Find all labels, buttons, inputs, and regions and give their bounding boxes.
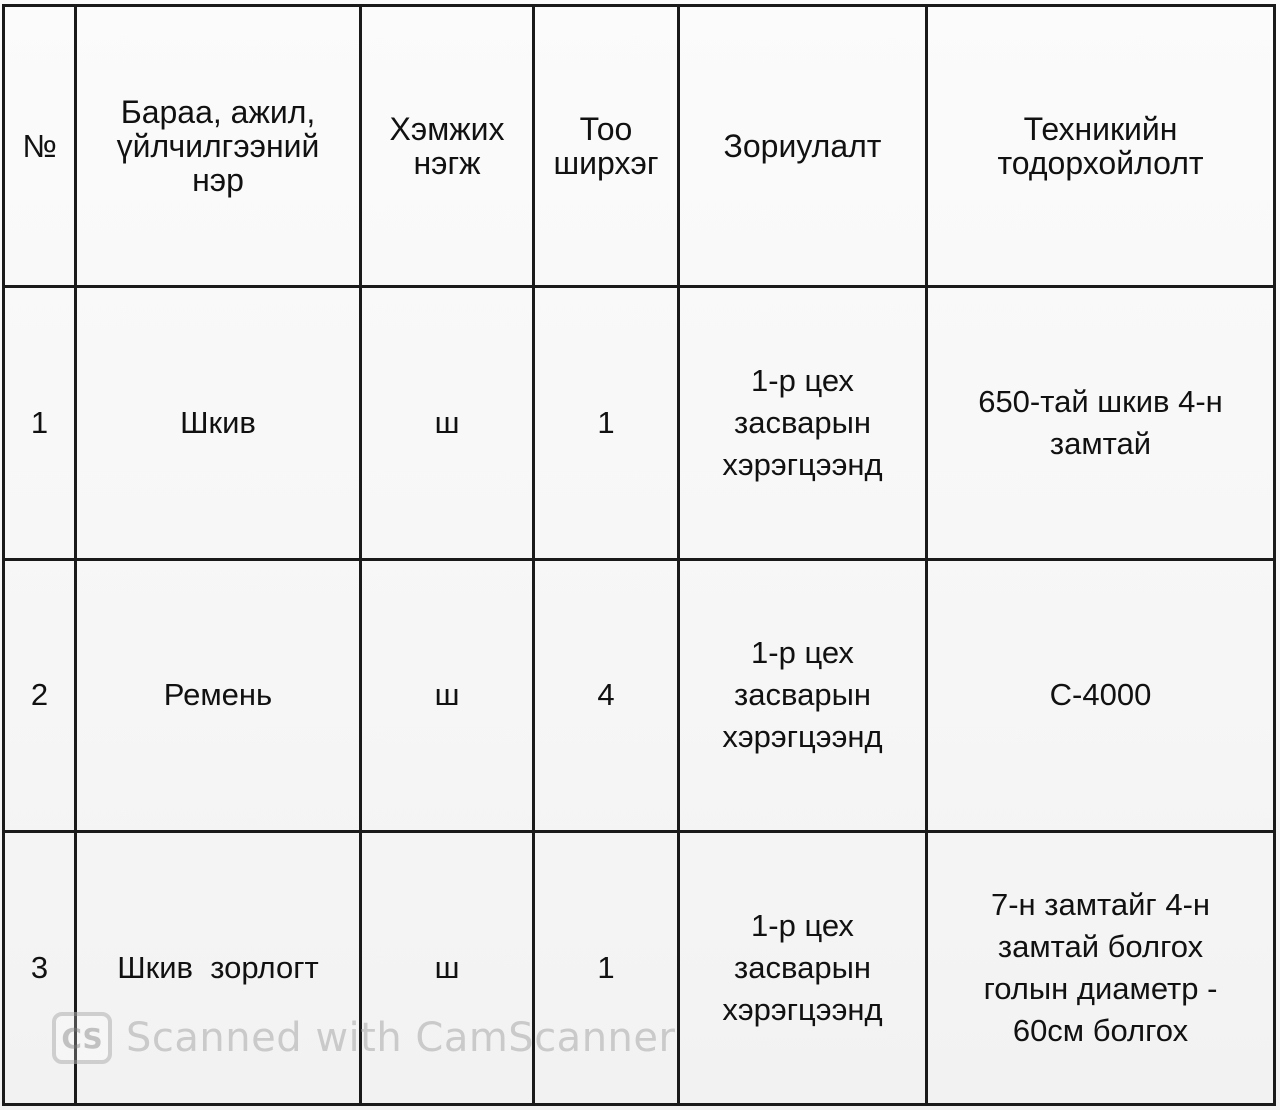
table-row: [4, 286, 1275, 559]
cell-quantity: 1: [534, 832, 679, 1105]
header-number: №: [4, 6, 76, 287]
cell-number: 3: [4, 832, 76, 1105]
cell-quantity: 1: [534, 286, 679, 559]
cell-unit: ш: [361, 286, 534, 559]
cell-item-name: Шкив: [76, 286, 361, 559]
cell-number: 1: [4, 286, 76, 559]
cell-technical-spec: С-4000: [927, 559, 1275, 832]
cell-technical-spec: 7-н замтайг 4-н замтай болгох голын диаметр - 60см болгох: [927, 832, 1275, 1105]
cell-item-name: Шкив зорлогт: [76, 832, 361, 1105]
specification-table: [2, 4, 1276, 1106]
cell-quantity: 4: [534, 559, 679, 832]
header-quantity: Тоо ширхэг: [534, 6, 679, 287]
table-row: [4, 832, 1275, 1105]
cell-unit: ш: [361, 832, 534, 1105]
cell-number: 2: [4, 559, 76, 832]
watermark-text: Scanned with CamScanner: [126, 1015, 676, 1061]
cell-purpose: 1-р цех засварын хэрэгцээнд: [679, 559, 927, 832]
header-technical-spec: Техникийн тодорхойлолт: [927, 6, 1275, 287]
header-item-name: Бараа, ажил, үйлчилгээний нэр: [76, 6, 361, 287]
camscanner-logo-icon: CS: [52, 1012, 112, 1064]
cell-technical-spec: 650-тай шкив 4-н замтай: [927, 286, 1275, 559]
cell-unit: ш: [361, 559, 534, 832]
cell-purpose: 1-р цех засварын хэрэгцээнд: [679, 832, 927, 1105]
cell-item-name: Ремень: [76, 559, 361, 832]
table-row: [4, 559, 1275, 832]
header-purpose: Зориулалт: [679, 6, 927, 287]
cell-purpose: 1-р цех засварын хэрэгцээнд: [679, 286, 927, 559]
table-header-row: [4, 6, 1275, 287]
header-unit: Хэмжих нэгж: [361, 6, 534, 287]
